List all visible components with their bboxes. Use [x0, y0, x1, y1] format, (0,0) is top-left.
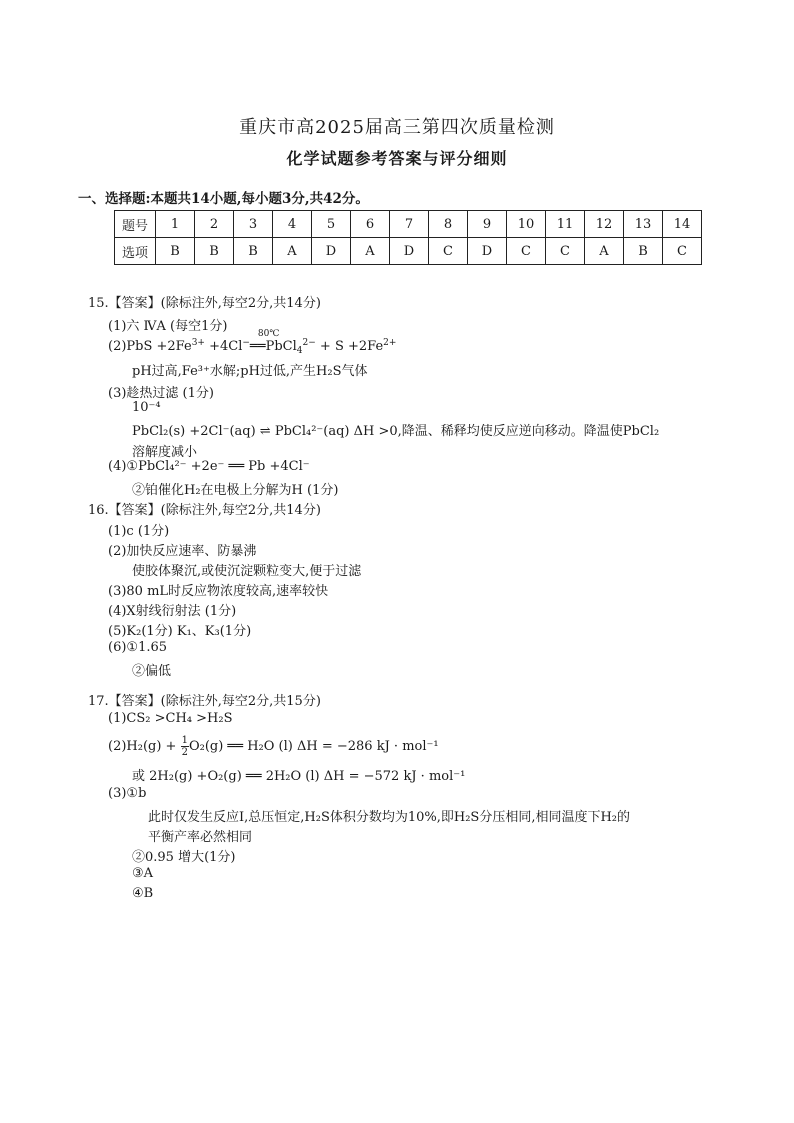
fraction-one-half [181, 735, 189, 758]
question-number-cell: 1 [156, 211, 195, 238]
q15-line-6: PbCl₂(s) +2Cl⁻(aq) ⇌ PbCl₄²⁻(aq) ΔH >0,降温、稀释均使反应逆向移动。降温使PbCl₂ [132, 424, 660, 439]
q15-eq-product: PbCl [265, 339, 297, 354]
row-label-option: 选项 [115, 238, 156, 265]
q16-line-8: ②偏低 [132, 664, 172, 679]
fraction-denominator: 2 [181, 747, 188, 758]
q16-line-2: (2)加快反应速率、防暴沸 [108, 544, 257, 559]
question-number-cell: 9 [468, 211, 507, 238]
answer-table [114, 210, 702, 265]
answer-table-number-row [115, 211, 702, 238]
q16-line-6: (5)K₂(1分) K₁、K₃(1分) [108, 624, 252, 639]
question-number-cell: 2 [195, 211, 234, 238]
q17-line-1: (1)CS₂ >CH₄ >H₂S [108, 711, 233, 726]
answer-option-cell: A [585, 238, 624, 265]
q15-line-1: (1)六 ⅣA (每空1分) [108, 319, 228, 334]
q15-line-5: 10⁻⁴ [132, 400, 161, 415]
q17-line-3: 或 2H₂(g) +O₂(g) ══ 2H₂O (l) ΔH = −572 kJ · mol⁻¹ [132, 769, 466, 784]
answer-option-cell: B [156, 238, 195, 265]
answer-option-cell: C [546, 238, 585, 265]
q17-eq-right: O₂(g) ══ H₂O (l) ΔH = −286 kJ · mol⁻¹ [188, 739, 439, 754]
q15-line-7: 溶解度减小 [132, 445, 198, 460]
answer-option-cell: B [234, 238, 273, 265]
question-number-cell: 7 [390, 211, 429, 238]
q15-eq-arrow: 80℃ ══ [249, 329, 280, 354]
answer-option-cell: B [195, 238, 234, 265]
q17-line-4: (3)①b [108, 786, 147, 801]
q16-heading: 16.【答案】(除标注外,每空2分,共14分) [88, 503, 321, 518]
q16-line-5: (4)X射线衍射法 (1分) [108, 604, 237, 619]
question-number-cell: 4 [273, 211, 312, 238]
q15-eq-tail: + S +2Fe [315, 339, 384, 354]
q15-line-9: ②铂催化H₂在电极上分解为H (1分) [132, 483, 339, 498]
q15-line-8: (4)①PbCl₄²⁻ +2e⁻ ══ Pb +4Cl⁻ [108, 459, 310, 474]
answer-option-cell: A [351, 238, 390, 265]
page-title: 重庆市高2025届高三第四次质量检测 [239, 117, 555, 138]
q15-line-3: pH过高,Fe³⁺水解;pH过低,产生H₂S气体 [132, 364, 368, 379]
q17-eq-left: (2)H₂(g) + [108, 739, 177, 754]
answer-option-cell: D [312, 238, 351, 265]
section1-heading: 一、选择题:本题共14小题,每小题3分,共42分。 [78, 191, 369, 207]
q15-heading: 15.【答案】(除标注外,每空2分,共14分) [88, 296, 321, 311]
question-number-cell: 6 [351, 211, 390, 238]
answer-option-cell: D [390, 238, 429, 265]
answer-option-cell: B [624, 238, 663, 265]
answer-option-cell: C [663, 238, 702, 265]
question-number-cell: 8 [429, 211, 468, 238]
q15-line-2: $(2)PbS +2Fe^{3+} +4Cl^-$ 80℃ ══PbCl$_4^{2-}$ + $S +2Fe^{2+}$ [108, 329, 397, 356]
row-label-number: 题号 [115, 211, 156, 238]
question-number-cell: 5 [312, 211, 351, 238]
q16-line-1: (1)c (1分) [108, 524, 170, 539]
answer-option-cell: A [273, 238, 312, 265]
q15-line-4: (3)趁热过滤 (1分) [108, 386, 214, 401]
q17-line-9: ④B [132, 886, 154, 901]
answer-option-cell: D [468, 238, 507, 265]
question-number-cell: 14 [663, 211, 702, 238]
q15-eq-left: (2)PbS +2Fe [108, 339, 192, 354]
question-number-cell: 12 [585, 211, 624, 238]
q17-line-6: 平衡产率必然相同 [148, 830, 253, 845]
answer-table-option-row [115, 238, 702, 265]
q16-line-4: (3)80 mL时反应物浓度较高,速率较快 [108, 584, 329, 599]
question-number-cell: 3 [234, 211, 273, 238]
q16-line-7: (6)①1.65 [108, 640, 168, 655]
answer-option-cell: C [507, 238, 546, 265]
question-number-cell: 10 [507, 211, 546, 238]
q17-line-5: 此时仅发生反应Ⅰ,总压恒定,H₂S体积分数均为10%,即H₂S分压相同,相同温度下H₂的 [148, 810, 631, 825]
q15-eq-condition: 80℃ [257, 329, 280, 339]
answer-option-cell: C [429, 238, 468, 265]
question-number-cell: 13 [624, 211, 663, 238]
q17-line-8: ③A [132, 866, 154, 881]
question-number-cell: 11 [546, 211, 585, 238]
q17-heading: 17.【答案】(除标注外,每空2分,共15分) [88, 694, 321, 709]
page-subtitle: 化学试题参考答案与评分细则 [286, 149, 508, 168]
q16-line-3: 使胶体聚沉,或使沉淀颗粒变大,便于过滤 [132, 564, 362, 579]
q17-line-7: ②0.95 增大(1分) [132, 850, 236, 865]
q17-line-2 [108, 735, 439, 758]
fraction-numerator: 1 [181, 735, 188, 746]
